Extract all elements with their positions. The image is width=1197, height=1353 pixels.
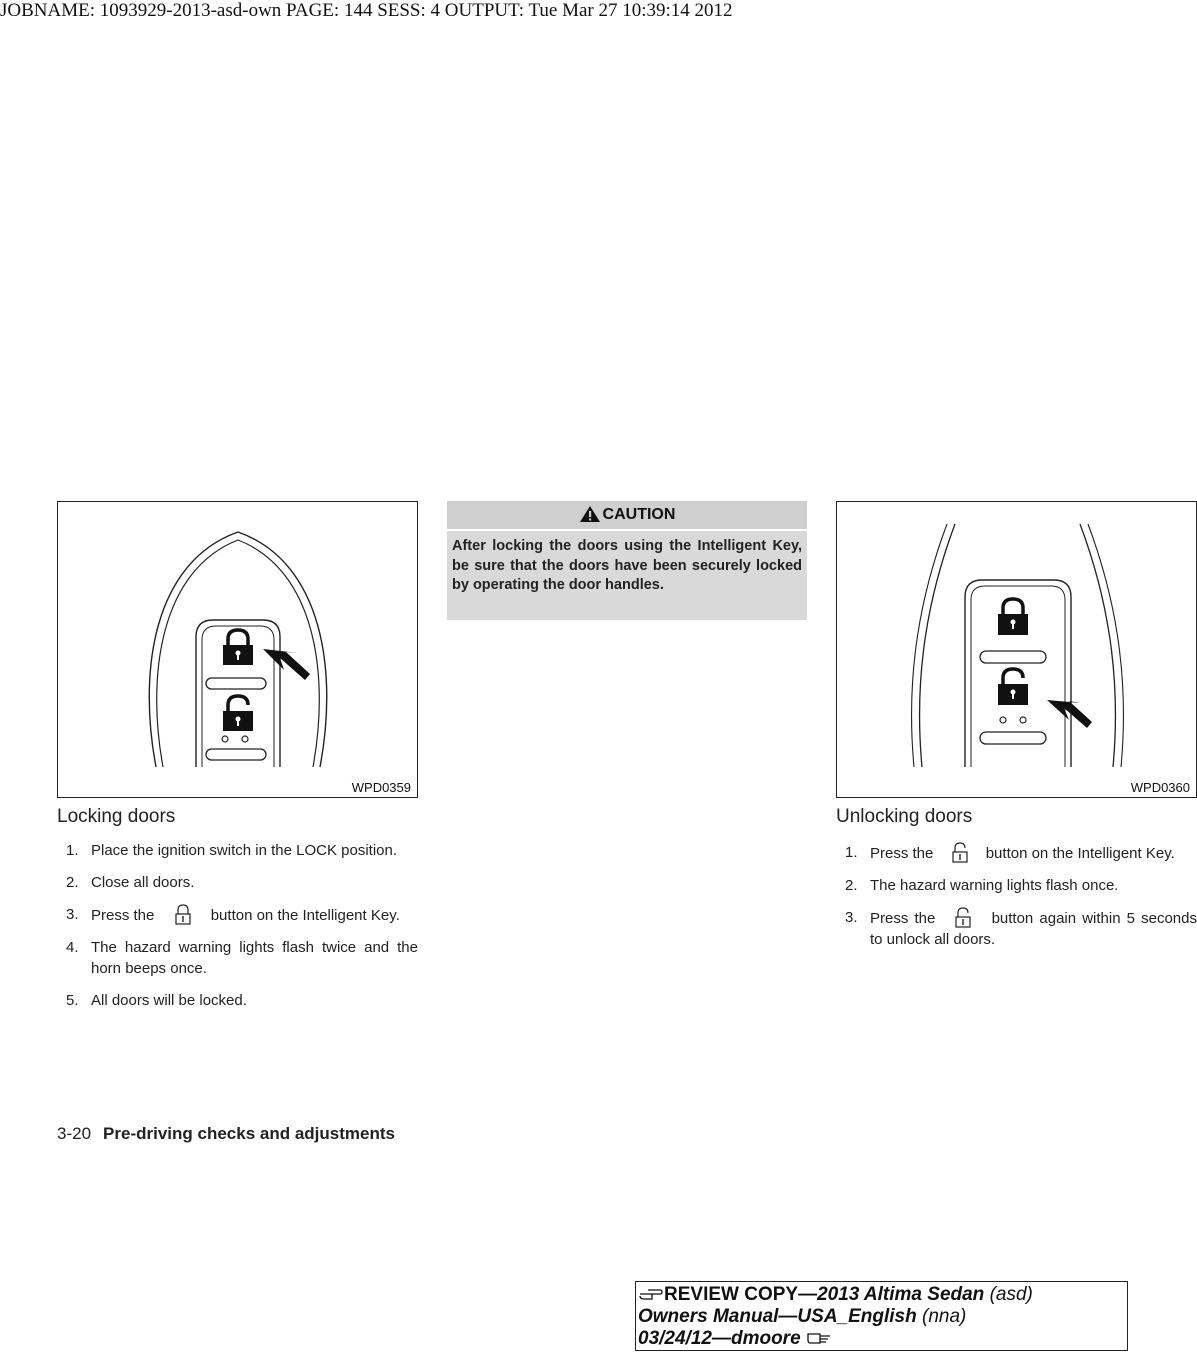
figure-label: WPD0359: [351, 780, 411, 795]
unlock-icon: [998, 669, 1028, 705]
intelligent-key-unlock-illustration: [837, 502, 1197, 798]
warning-icon: [579, 505, 601, 523]
review-line-1: REVIEW COPY—2013 Altima Sedan (asd): [638, 1284, 1127, 1306]
list-item: 3. Press the button again within 5 seconds to unlock all doors.: [845, 909, 1197, 948]
pointing-hand-icon: [638, 1286, 664, 1302]
list-item: 1. Press the button on the Intelligent Key.: [845, 844, 1175, 862]
list-item: 5. All doors will be locked.: [66, 992, 247, 1009]
figure-label: WPD0360: [1130, 780, 1190, 795]
caution-title: CAUTION: [602, 506, 676, 523]
job-header: JOBNAME: 1093929-2013-asd-own PAGE: 144 SESS: 4 OUTPUT: Tue Mar 27 10:39:14 2012: [0, 0, 733, 21]
list-item: 2. Close all doors.: [66, 874, 195, 891]
list-item: 4. The hazard warning lights flash twice and the horn beeps once.: [66, 939, 418, 977]
locking-steps: [57, 840, 418, 1022]
list-item: 1. Place the ignition switch in the LOCK position.: [66, 842, 397, 859]
section-name: Pre-driving checks and adjustments: [103, 1124, 395, 1143]
unlocking-doors-title: Unlocking doors: [836, 806, 973, 827]
page-footer: [57, 1124, 395, 1144]
review-line-2: Owners Manual—USA_English (nna): [638, 1306, 967, 1327]
list-item: 3. Press the button on the Intelligent Key.: [66, 906, 400, 924]
figure-locking-key: [57, 501, 418, 798]
review-line-3: 03/24/12—dmoore: [638, 1328, 1127, 1350]
unlock-icon: [940, 842, 980, 864]
caution-box: [447, 501, 807, 620]
review-copy-box: [635, 1281, 1128, 1351]
unlock-icon: [223, 696, 253, 731]
unlocking-steps: [836, 842, 1197, 961]
lock-icon: [161, 904, 205, 926]
writing-hand-icon: [806, 1330, 832, 1346]
caution-header: [447, 501, 807, 531]
intelligent-key-lock-illustration: [58, 502, 418, 798]
locking-doors-title: Locking doors: [57, 806, 176, 827]
figure-unlocking-key: [836, 501, 1197, 798]
lock-icon: [998, 599, 1028, 635]
lock-icon: [223, 630, 253, 665]
arrow-icon: [263, 649, 310, 680]
caution-text: After locking the doors using the Intelligent Key, be sure that the doors have been securely locked by operating the door handles.: [452, 538, 802, 593]
list-item: 2. The hazard warning lights flash once.: [845, 877, 1119, 894]
arrow-icon: [1047, 700, 1092, 728]
page-number: 3-20: [57, 1124, 92, 1143]
unlock-icon: [943, 907, 983, 929]
